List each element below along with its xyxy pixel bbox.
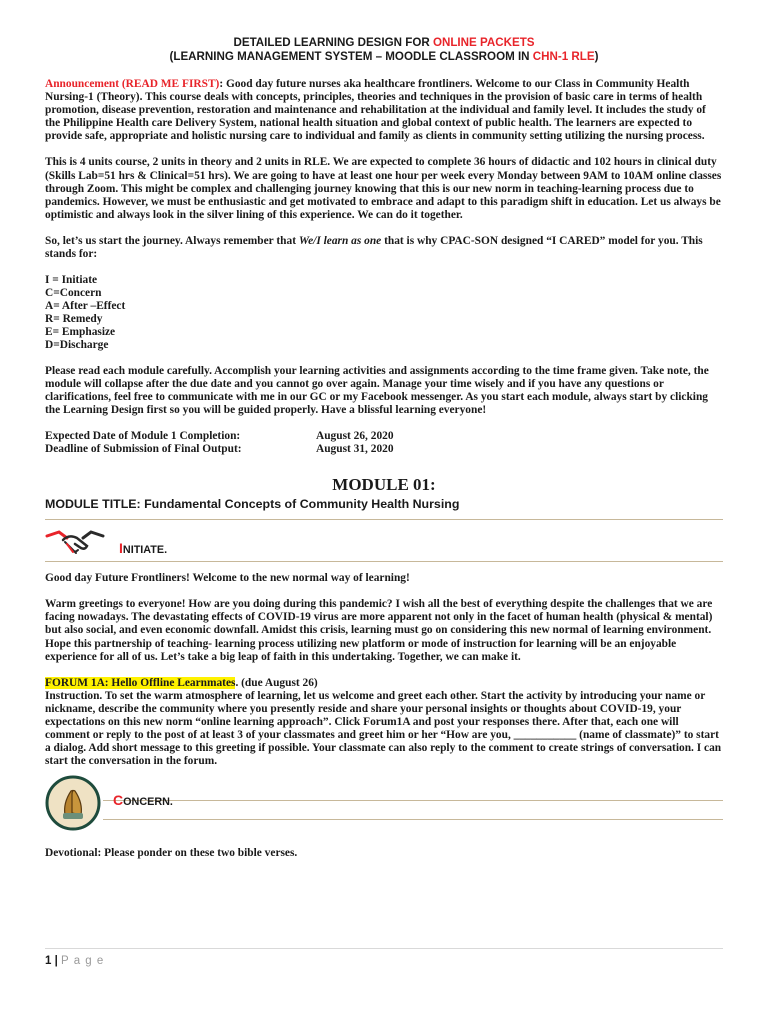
- page-separator: |: [54, 955, 58, 967]
- course-code: CHN-1 RLE: [532, 50, 595, 63]
- initiate-label: INITIATE.: [119, 540, 168, 557]
- date-label: Deadline of Submission of Final Output:: [45, 443, 242, 456]
- course-units-paragraph: This is 4 units course, 2 units in theory and 2 units in RLE. We are expected to complete 36 hours of didactic and 102 hours in clinical duty (Skills Lab=51 hrs & Clinical=51 hrs). We are going to have at least one hour per week every Monday between 9AM to 10AM online classes through Zoom. This might be complex and challenging journey knowing that this is our new norm in teaching-learning process due to pandemics. However, we must be enthusiastic and get motivated to embrace and adapt to this paradigm shift in education. Let us always be optimistic and always look in the silver lining of this experience. We can do it together.: [45, 156, 722, 221]
- document-page: [45, 36, 723, 860]
- model-item: R= Remedy: [45, 312, 103, 325]
- icared-model-list: [45, 274, 723, 351]
- praying-hands-icon: [45, 775, 101, 831]
- date-value: August 26, 2020: [316, 429, 394, 442]
- concern-section-header: [45, 775, 723, 835]
- page-word: P a g e: [61, 955, 105, 967]
- journey-paragraph: So, let’s us start the journey. Always remember that We/I learn as one that is why CPAC-SON designed “I CARED” model for you. This stands for:: [45, 234, 703, 261]
- page-footer: [45, 948, 723, 968]
- module-heading: MODULE 01:: [332, 475, 436, 495]
- forum-title: FORUM 1A: Hello Offline Learnmates: [45, 676, 236, 689]
- initiate-section-header: [45, 518, 723, 562]
- date-label: Expected Date of Module 1 Completion:: [45, 429, 241, 442]
- section-divider: [103, 800, 723, 801]
- document-title: DETAILED LEARNING DESIGN FOR ONLINE PACKETS: [233, 36, 535, 49]
- date-value: August 31, 2020: [316, 443, 394, 456]
- model-item: I = Initiate: [45, 274, 98, 287]
- module-title: MODULE TITLE: Fundamental Concepts of Community Health Nursing: [45, 497, 460, 512]
- model-item: D=Discharge: [45, 338, 109, 351]
- forum-title-line: FORUM 1A: Hello Offline Learnmates. (due August 26): [45, 676, 318, 689]
- handshake-icon: [45, 526, 105, 558]
- model-item: C=Concern: [45, 287, 102, 300]
- page-number: 1: [45, 955, 52, 967]
- date-row: [45, 430, 723, 443]
- announcement-paragraph: Announcement (READ ME FIRST): Good day future nurses aka healthcare frontliners. Welcome to our Class in Community Health Nursing-1 (Theory). This course deals with concepts, principles, theories and techniques in the provision of basic care in terms of health promotion, disease prevention, restoration and maintenance and rehabilitation at the individual and family level. It includes the study of the Philippine Health care Delivery System, national health situation and global context of public health. The learners are expected to provide safe, appropriate and holistic nursing care to individual and family as clients in community setting utilizing the nursing process.: [45, 78, 706, 143]
- reading-instructions-paragraph: Please read each module carefully. Accomplish your learning activities and assignments according to the time frame given. Take note, the module will collapse after the due date and you cannot go over again. Manage your time wisely and if you have any questions or clarifications, feel free to communicate with me in our GC or my Facebook messenger. As you start each module, always start by clicking the Learning Design first so you will be guided properly. Have a blissful learning everyone!: [45, 364, 709, 416]
- date-row: [45, 443, 723, 456]
- section-divider: [45, 561, 723, 562]
- devotional-line: Devotional: Please ponder on these two bible verses.: [45, 847, 298, 860]
- model-item: A= After –Effect: [45, 299, 126, 312]
- concern-label: CONCERN.: [113, 792, 173, 809]
- model-item: E= Emphasize: [45, 325, 116, 338]
- initiate-paragraph: Warm greetings to everyone! How are you doing during this pandemic? I wish all the best of everything despite the challenges that we are facing nowadays. The devastating effects of COVID-19 virus are more apparent not only in the facet of human health (physical & mental) but also social, and even economic downfall. Amidst this crisis, learning must go on considering this new normal of learning environment. Hope this partnership of teaching- learning process utilizing new platform or mode of instruction for learning will be an enjoyable experience for all of us. Let’s take a big leap of faith in this undertaking. Together, we can make it.: [45, 598, 713, 663]
- document-subtitle: (LEARNING MANAGEMENT SYSTEM – MOODLE CLASSROOM IN CHN-1 RLE): [169, 50, 599, 63]
- section-divider: [45, 519, 723, 520]
- title-highlight: ONLINE PACKETS: [432, 36, 535, 49]
- announcement-label: Announcement (READ ME FIRST): [45, 78, 220, 90]
- section-divider: [103, 819, 723, 820]
- greeting-line: Good day Future Frontliners! Welcome to the new normal way of learning!: [45, 572, 410, 585]
- forum-instructions: Instruction. To set the warm atmosphere of learning, let us welcome and greet each other. Start the activity by introducing your name or nickname, describe the community where you presently reside and share your personal insights or thoughts about COVID-19, your expectations on this new norm “online learning approach”. Click Forum1A and post your responses there. After that, each one will comment or reply to the post of at least 3 of your classmates and greet him or her “How are you, ___________ (name of classmate)” to start a dialog. Add short message to this greeting if possible. Your classmate can also reply to the comment to create strings of conversation. I can start the conversation in the forum.: [45, 689, 722, 768]
